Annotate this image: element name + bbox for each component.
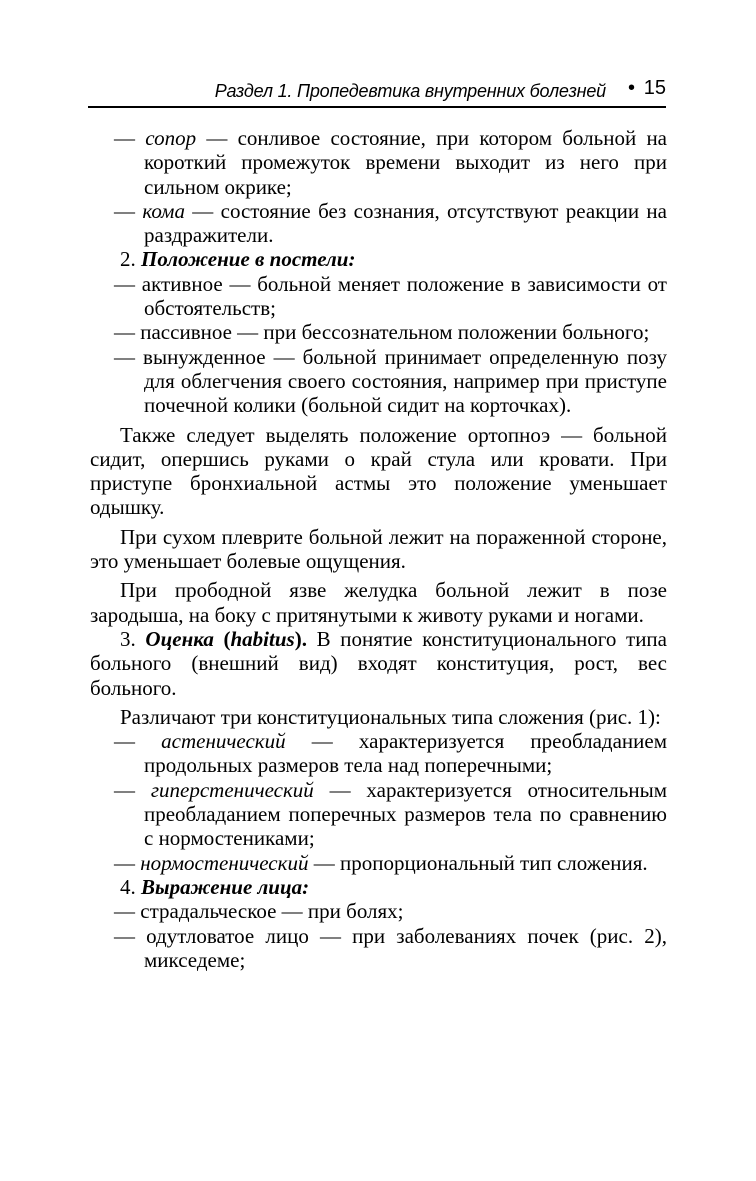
list-item-koma: — кома — состояние без сознания, отсутствуют реакции на раздражители.: [114, 198, 667, 248]
list-item-hypersthenic: — гиперстенический — характеризуется относительным преобладанием поперечных размеров тела по сравнению с нормостениками;: [114, 777, 667, 851]
heading-position-in-bed: 2. Положение в постели:: [120, 247, 356, 272]
term-sopor: сопор: [145, 126, 197, 150]
list-item-sopor: — сопор — сонливое состояние, при котором больной на короткий промежуток времени выходит из него при сильном окрике;: [114, 126, 668, 199]
section-title: Раздел 1. Пропедевтика внутренних болезней: [214, 81, 606, 101]
paragraph-ulcer: При прободной язве желудка больной лежит в позе зародыша, на боку с притянутыми к животу руками и ногами.: [90, 578, 667, 627]
list-item-forced: — вынужденное — больной принимает определенную позу для облегчения своего состояния, например при приступе почечной колики (больной сидит на корточках).: [114, 344, 667, 418]
page-number: 15: [643, 77, 666, 99]
running-header: [88, 76, 666, 108]
paragraph-body-types: Различают три конституциональных типа сложения (рис. 1):: [120, 704, 661, 729]
term-koma: кома: [142, 198, 185, 223]
list-item-puffy-face: — одутловатое лицо — при заболеваниях почек (рис. 2), микседеме;: [114, 923, 667, 972]
list-item-active: — активное — больной меняет положение в зависимости от обстоятельств;: [114, 271, 667, 321]
list-item-suffering: — страдальческое — при болях;: [114, 899, 404, 924]
body-text: [90, 126, 667, 972]
header-bullet: •: [627, 77, 635, 99]
paragraph-orthopnea: Также следует выделять положение ортопноэ — больной сидит, опершись руками о край стула или кровати. При приступе бронхиальной астмы это положение уменьшает одышку.: [90, 422, 667, 520]
heading-habitus: 3. Оценка (habitus). В понятие конституционального типа больного (внешний вид) входят конституция, рост, вес больного.: [90, 626, 667, 700]
list-item-normosthenic: — нормостенический — пропорциональный тип сложения.: [114, 850, 648, 875]
heading-facial-expression: 4. Выражение лица:: [120, 874, 310, 899]
list-item-asthenic: — астенический — характеризуется преобладанием продольных размеров тела над поперечными;: [114, 729, 668, 778]
list-item-passive: — пассивное — при бессознательном положении больного;: [114, 320, 650, 345]
paragraph-pleurisy: При сухом плеврите больной лежит на пораженной стороне, это уменьшает болевые ощущения.: [90, 524, 667, 574]
